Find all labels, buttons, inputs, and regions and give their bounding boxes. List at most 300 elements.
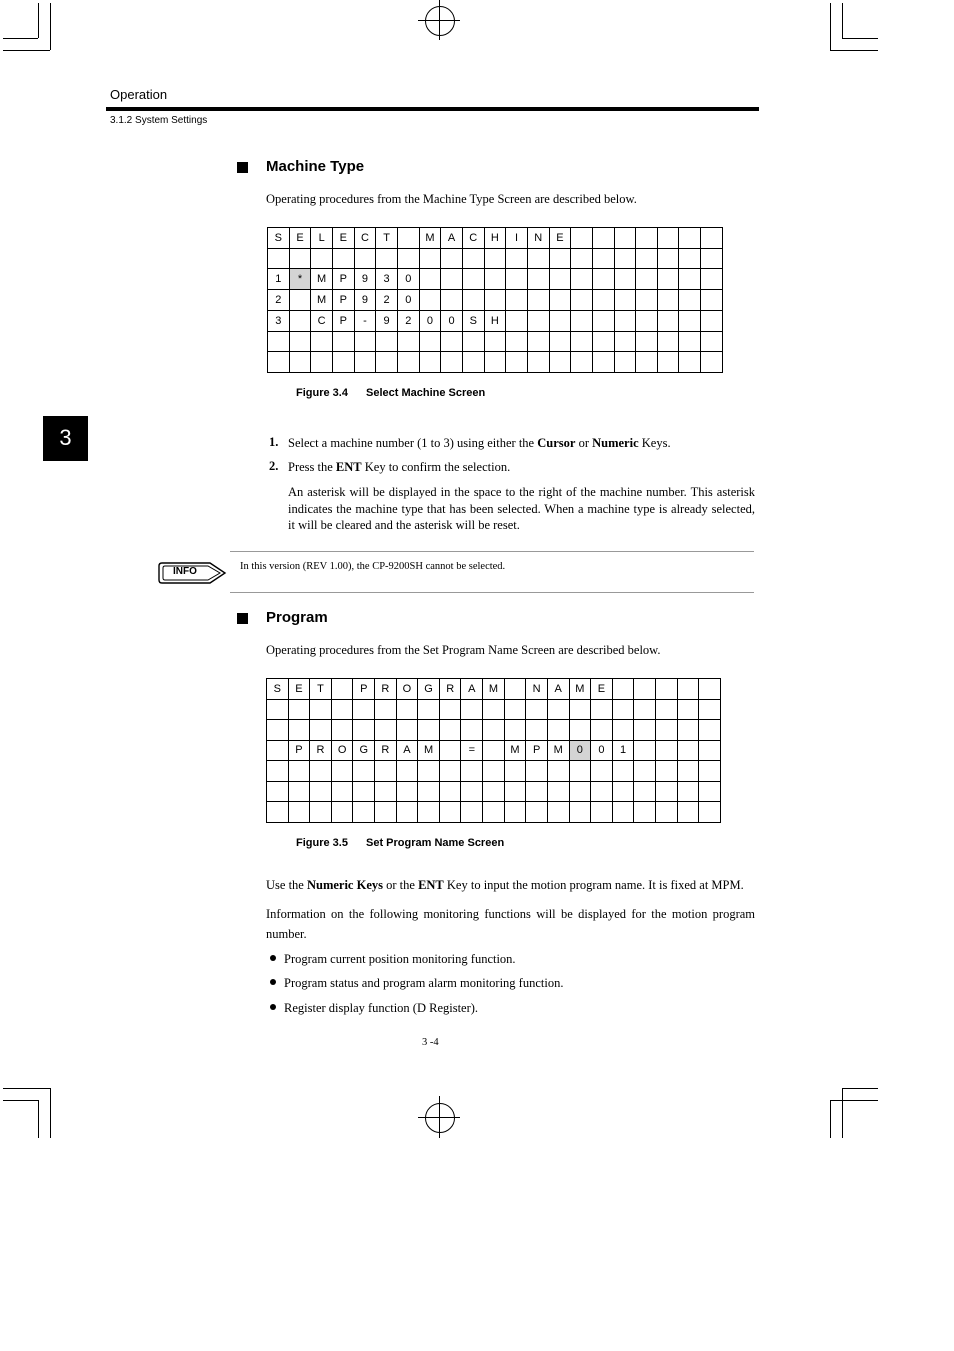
screen-cell [484,269,506,290]
screen-cell [267,740,289,761]
screen-cell [354,352,376,373]
screen-cell: 2 [268,290,290,311]
screen-cell [375,720,397,741]
screen-cell [310,802,332,823]
screen-cell: H [484,310,506,331]
screen-cell [504,802,526,823]
screen-cell [571,248,593,269]
screen-cell [418,781,440,802]
screen-cell [353,699,375,720]
screen-cell [657,352,679,373]
screen-cell [634,781,656,802]
screen-cell: C [462,228,484,249]
screen-row [268,228,723,249]
screen-cell [634,720,656,741]
info-top-rule [230,551,754,552]
screen-cell: E [549,228,571,249]
screen-cell [484,352,506,373]
screen-cell [268,331,290,352]
screen-cell [699,679,721,700]
screen-cell [592,310,614,331]
page-number: 3 -4 [422,1037,439,1048]
screen-row [268,310,723,331]
screen-cell [679,290,701,311]
screen-cell [418,699,440,720]
screen-cell [549,269,571,290]
screen-cell [484,290,506,311]
screen-cell [701,248,723,269]
screen-cell [506,310,528,331]
screen-cell: N [526,679,548,700]
screen-cell [310,761,332,782]
screen-cell [679,310,701,331]
screen-cell [483,740,505,761]
screen-cell: 1 [612,740,634,761]
screen-cell [462,269,484,290]
screen-cell [612,781,634,802]
screen-cell: G [353,740,375,761]
screen-cell [591,720,613,741]
screen-cell [547,802,569,823]
screen-cell [614,248,636,269]
screen-cell [592,290,614,311]
screen-row [267,699,721,720]
screen-cell: 3 [376,269,398,290]
screen-cell [527,352,549,373]
screen-cell [504,781,526,802]
screen-cell [483,781,505,802]
screen-cell [310,781,332,802]
screen-cell [591,699,613,720]
screen-cell [547,781,569,802]
screen-cell: M [483,679,505,700]
subsection-title: 3.1.2 System Settings [110,115,208,126]
screen-cell [331,781,353,802]
screen-cell [441,352,463,373]
screen-cell [636,310,658,331]
screen-cell [310,699,332,720]
screen-cell [657,248,679,269]
screen-cell [396,720,418,741]
screen-cell [549,290,571,311]
screen-cell [636,228,658,249]
screen-cell [634,740,656,761]
section-title: Operation [110,87,168,102]
list-item: Register display function (D Register). [284,1001,479,1015]
screen-cell [396,761,418,782]
screen-cell [419,352,441,373]
screen-cell [288,761,310,782]
screen-cell [549,352,571,373]
screen-cell [268,352,290,373]
list-item: Program status and program alarm monitoring function. [284,976,564,990]
screen-cell [506,248,528,269]
screen-row [267,679,721,700]
screen-cell [506,269,528,290]
figure-title: Set Program Name Screen [366,837,505,849]
machine-type-intro: Operating procedures from the Machine Type Screen are described below. [266,192,637,206]
screen-cell [288,802,310,823]
figure-number: Figure 3.4 [296,387,348,399]
screen-cell [571,269,593,290]
screen-cell [571,352,593,373]
figure-title: Select Machine Screen [366,387,486,399]
screen-cell [701,331,723,352]
screen-cell [526,802,548,823]
screen-cell [461,720,483,741]
screen-cell [332,352,354,373]
screen-cell [353,761,375,782]
screen-cell [310,720,332,741]
screen-cell [484,331,506,352]
screen-cell [612,720,634,741]
screen-cell: 9 [354,269,376,290]
machine-type-heading: Machine Type [266,158,365,175]
screen-cell: S [267,679,289,700]
screen-cell [441,331,463,352]
screen-cell [267,802,289,823]
screen-row [268,269,723,290]
figure-3-4-caption [296,387,485,399]
screen-cell [592,331,614,352]
screen-cell [591,761,613,782]
screen-cell: P [332,269,354,290]
screen-cell [506,290,528,311]
screen-cell [527,269,549,290]
screen-cell [461,781,483,802]
screen-cell [527,331,549,352]
screen-cell [376,331,398,352]
screen-cell [677,679,699,700]
screen-cell [655,802,677,823]
bullet-dot-icon [270,979,276,985]
program-intro: Operating procedures from the Set Program Name Screen are described below. [266,643,661,657]
screen-cell [679,228,701,249]
screen-cell [375,781,397,802]
screen-cell: 0 [419,310,441,331]
screen-cell [289,248,311,269]
screen-row [268,290,723,311]
screen-cell [612,679,634,700]
screen-cell [462,248,484,269]
screen-cell: P [353,679,375,700]
screen-cell [636,248,658,269]
screen-cell [268,248,290,269]
screen-cell [483,802,505,823]
screen-cell [419,290,441,311]
screen-cell [614,331,636,352]
screen-cell: E [289,228,311,249]
screen-cell [547,699,569,720]
screen-cell [592,352,614,373]
screen-cell: 0 [569,740,591,761]
screen-cell [506,352,528,373]
screen-cell [634,699,656,720]
set-program-name-screen-grid [266,678,721,823]
screen-cell [331,720,353,741]
screen-cell [289,331,311,352]
screen-cell: 2 [376,290,398,311]
screen-cell [462,290,484,311]
screen-cell [375,761,397,782]
screen-row [268,352,723,373]
screen-cell [418,720,440,741]
bullet-dot-icon [270,1004,276,1010]
screen-cell [634,679,656,700]
screen-cell [396,781,418,802]
screen-cell: = [461,740,483,761]
screen-cell: M [547,740,569,761]
screen-cell [331,699,353,720]
screen-cell [547,761,569,782]
step-note: An asterisk will be displayed in the space to the right of the machine number. This asterisk indicates the machine type that has been selected. When a machine type is already selected, it will be cleared and the asterisk will be reset. [288,485,755,532]
screen-cell [636,290,658,311]
info-bottom-rule [230,592,754,593]
screen-cell [571,290,593,311]
screen-cell: C [354,228,376,249]
screen-cell [288,699,310,720]
screen-cell [461,802,483,823]
screen-cell [483,761,505,782]
screen-cell [396,802,418,823]
screen-cell [591,781,613,802]
screen-cell [375,699,397,720]
screen-cell: E [288,679,310,700]
screen-cell [614,310,636,331]
screen-cell [614,290,636,311]
screen-cell [569,802,591,823]
chapter-tab: 3 [43,416,88,461]
screen-cell [636,269,658,290]
screen-cell [677,720,699,741]
screen-cell [418,802,440,823]
screen-cell: M [419,228,441,249]
screen-cell [289,290,311,311]
screen-cell [655,720,677,741]
screen-cell [526,761,548,782]
screen-cell: M [311,290,333,311]
screen-cell [311,248,333,269]
screen-row [267,720,721,741]
screen-cell: S [268,228,290,249]
screen-cell: M [569,679,591,700]
screen-cell [655,699,677,720]
screen-cell [267,781,289,802]
screen-cell [569,761,591,782]
screen-cell [527,310,549,331]
screen-cell: 0 [441,310,463,331]
screen-cell [701,269,723,290]
figure-number: Figure 3.5 [296,837,348,849]
screen-cell: M [418,740,440,761]
screen-row [268,248,723,269]
screen-cell [592,228,614,249]
screen-cell [311,331,333,352]
screen-cell [614,269,636,290]
screen-cell: 3 [268,310,290,331]
screen-cell [636,352,658,373]
screen-cell [549,331,571,352]
screen-cell [701,310,723,331]
info-badge-label: INFO [173,566,197,577]
screen-cell [506,331,528,352]
screen-cell [527,248,549,269]
screen-cell [332,331,354,352]
screen-cell [267,720,289,741]
use-keys-text: Use the Numeric Keys or the ENT Key to input the motion program name. It is fixed at MPM. [266,878,744,892]
screen-cell [396,699,418,720]
screen-cell: 0 [397,290,419,311]
screen-cell: C [311,310,333,331]
screen-cell [354,331,376,352]
screen-cell [655,740,677,761]
screen-cell [376,248,398,269]
step-number: 2. [269,459,279,473]
screen-cell [701,290,723,311]
screen-cell [441,248,463,269]
screen-cell [591,802,613,823]
screen-cell [571,228,593,249]
screen-cell [419,331,441,352]
screen-cell [483,720,505,741]
screen-cell [612,761,634,782]
screen-cell [504,699,526,720]
screen-cell: A [441,228,463,249]
screen-cell [547,720,569,741]
screen-cell [699,699,721,720]
screen-cell: 9 [376,310,398,331]
screen-cell [354,248,376,269]
screen-cell: T [310,679,332,700]
screen-cell: R [310,740,332,761]
screen-cell [679,352,701,373]
screen-cell [439,720,461,741]
screen-cell [441,290,463,311]
screen-cell: R [375,679,397,700]
screen-cell [526,720,548,741]
screen-cell [701,352,723,373]
screen-row [267,802,721,823]
screen-cell: P [526,740,548,761]
screen-cell [699,802,721,823]
screen-cell [397,228,419,249]
screen-cell: 1 [268,269,290,290]
screen-cell [288,781,310,802]
screen-cell [419,248,441,269]
screen-cell [526,699,548,720]
screen-cell [397,331,419,352]
screen-cell [657,310,679,331]
screen-cell: 9 [354,290,376,311]
screen-cell [419,269,441,290]
screen-cell [699,761,721,782]
info-text: In this version (REV 1.00), the CP-9200SH cannot be selected. [240,561,506,572]
screen-cell: 0 [591,740,613,761]
program-heading: Program [266,609,328,626]
screen-cell [636,331,658,352]
screen-cell: P [332,310,354,331]
screen-cell: - [354,310,376,331]
list-item: Program current position monitoring function. [284,952,516,966]
screen-cell [527,290,549,311]
screen-cell [504,720,526,741]
screen-cell [569,699,591,720]
screen-cell [634,802,656,823]
screen-cell [331,761,353,782]
screen-cell [657,331,679,352]
monitoring-info-text: Information on the following monitoring functions will be displayed for the motion program number. [266,907,755,941]
screen-cell: S [462,310,484,331]
screen-cell [376,352,398,373]
screen-cell [289,352,311,373]
screen-cell [655,679,677,700]
screen-row [267,740,721,761]
screen-cell [439,802,461,823]
screen-cell [418,761,440,782]
screen-cell [571,310,593,331]
screen-cell [679,269,701,290]
screen-cell: E [591,679,613,700]
screen-cell [504,679,526,700]
screen-cell [462,331,484,352]
screen-cell [504,761,526,782]
screen-cell [439,699,461,720]
select-machine-screen-grid [267,227,723,373]
heading-square-icon [237,613,248,624]
step-1-text: Select a machine number (1 to 3) using either the Cursor or Numeric Keys. [288,436,671,450]
screen-cell: * [289,269,311,290]
screen-cell: L [311,228,333,249]
step-2-text: Press the ENT Key to confirm the selection. [288,460,511,474]
screen-cell [397,352,419,373]
screen-cell [267,761,289,782]
screen-cell [699,740,721,761]
screen-row [267,781,721,802]
screen-cell [549,310,571,331]
screen-cell [289,310,311,331]
screen-cell: T [376,228,398,249]
screen-cell [526,781,548,802]
screen-cell [461,699,483,720]
screen-cell [612,802,634,823]
screen-cell [353,720,375,741]
heading-square-icon [237,162,248,173]
screen-cell [657,290,679,311]
screen-cell [677,699,699,720]
screen-cell [569,720,591,741]
screen-cell [655,781,677,802]
screen-cell [484,248,506,269]
screen-cell [462,352,484,373]
screen-cell [677,761,699,782]
screen-cell [397,248,419,269]
bullet-dot-icon [270,955,276,961]
screen-cell: 2 [397,310,419,331]
screen-cell: P [332,290,354,311]
screen-cell [353,781,375,802]
screen-cell: A [547,679,569,700]
screen-cell [483,699,505,720]
screen-cell [679,248,701,269]
screen-cell [332,248,354,269]
screen-cell: O [331,740,353,761]
screen-cell [592,248,614,269]
screen-cell: O [396,679,418,700]
screen-cell: A [396,740,418,761]
screen-cell [375,802,397,823]
screen-cell: R [375,740,397,761]
screen-cell [614,352,636,373]
